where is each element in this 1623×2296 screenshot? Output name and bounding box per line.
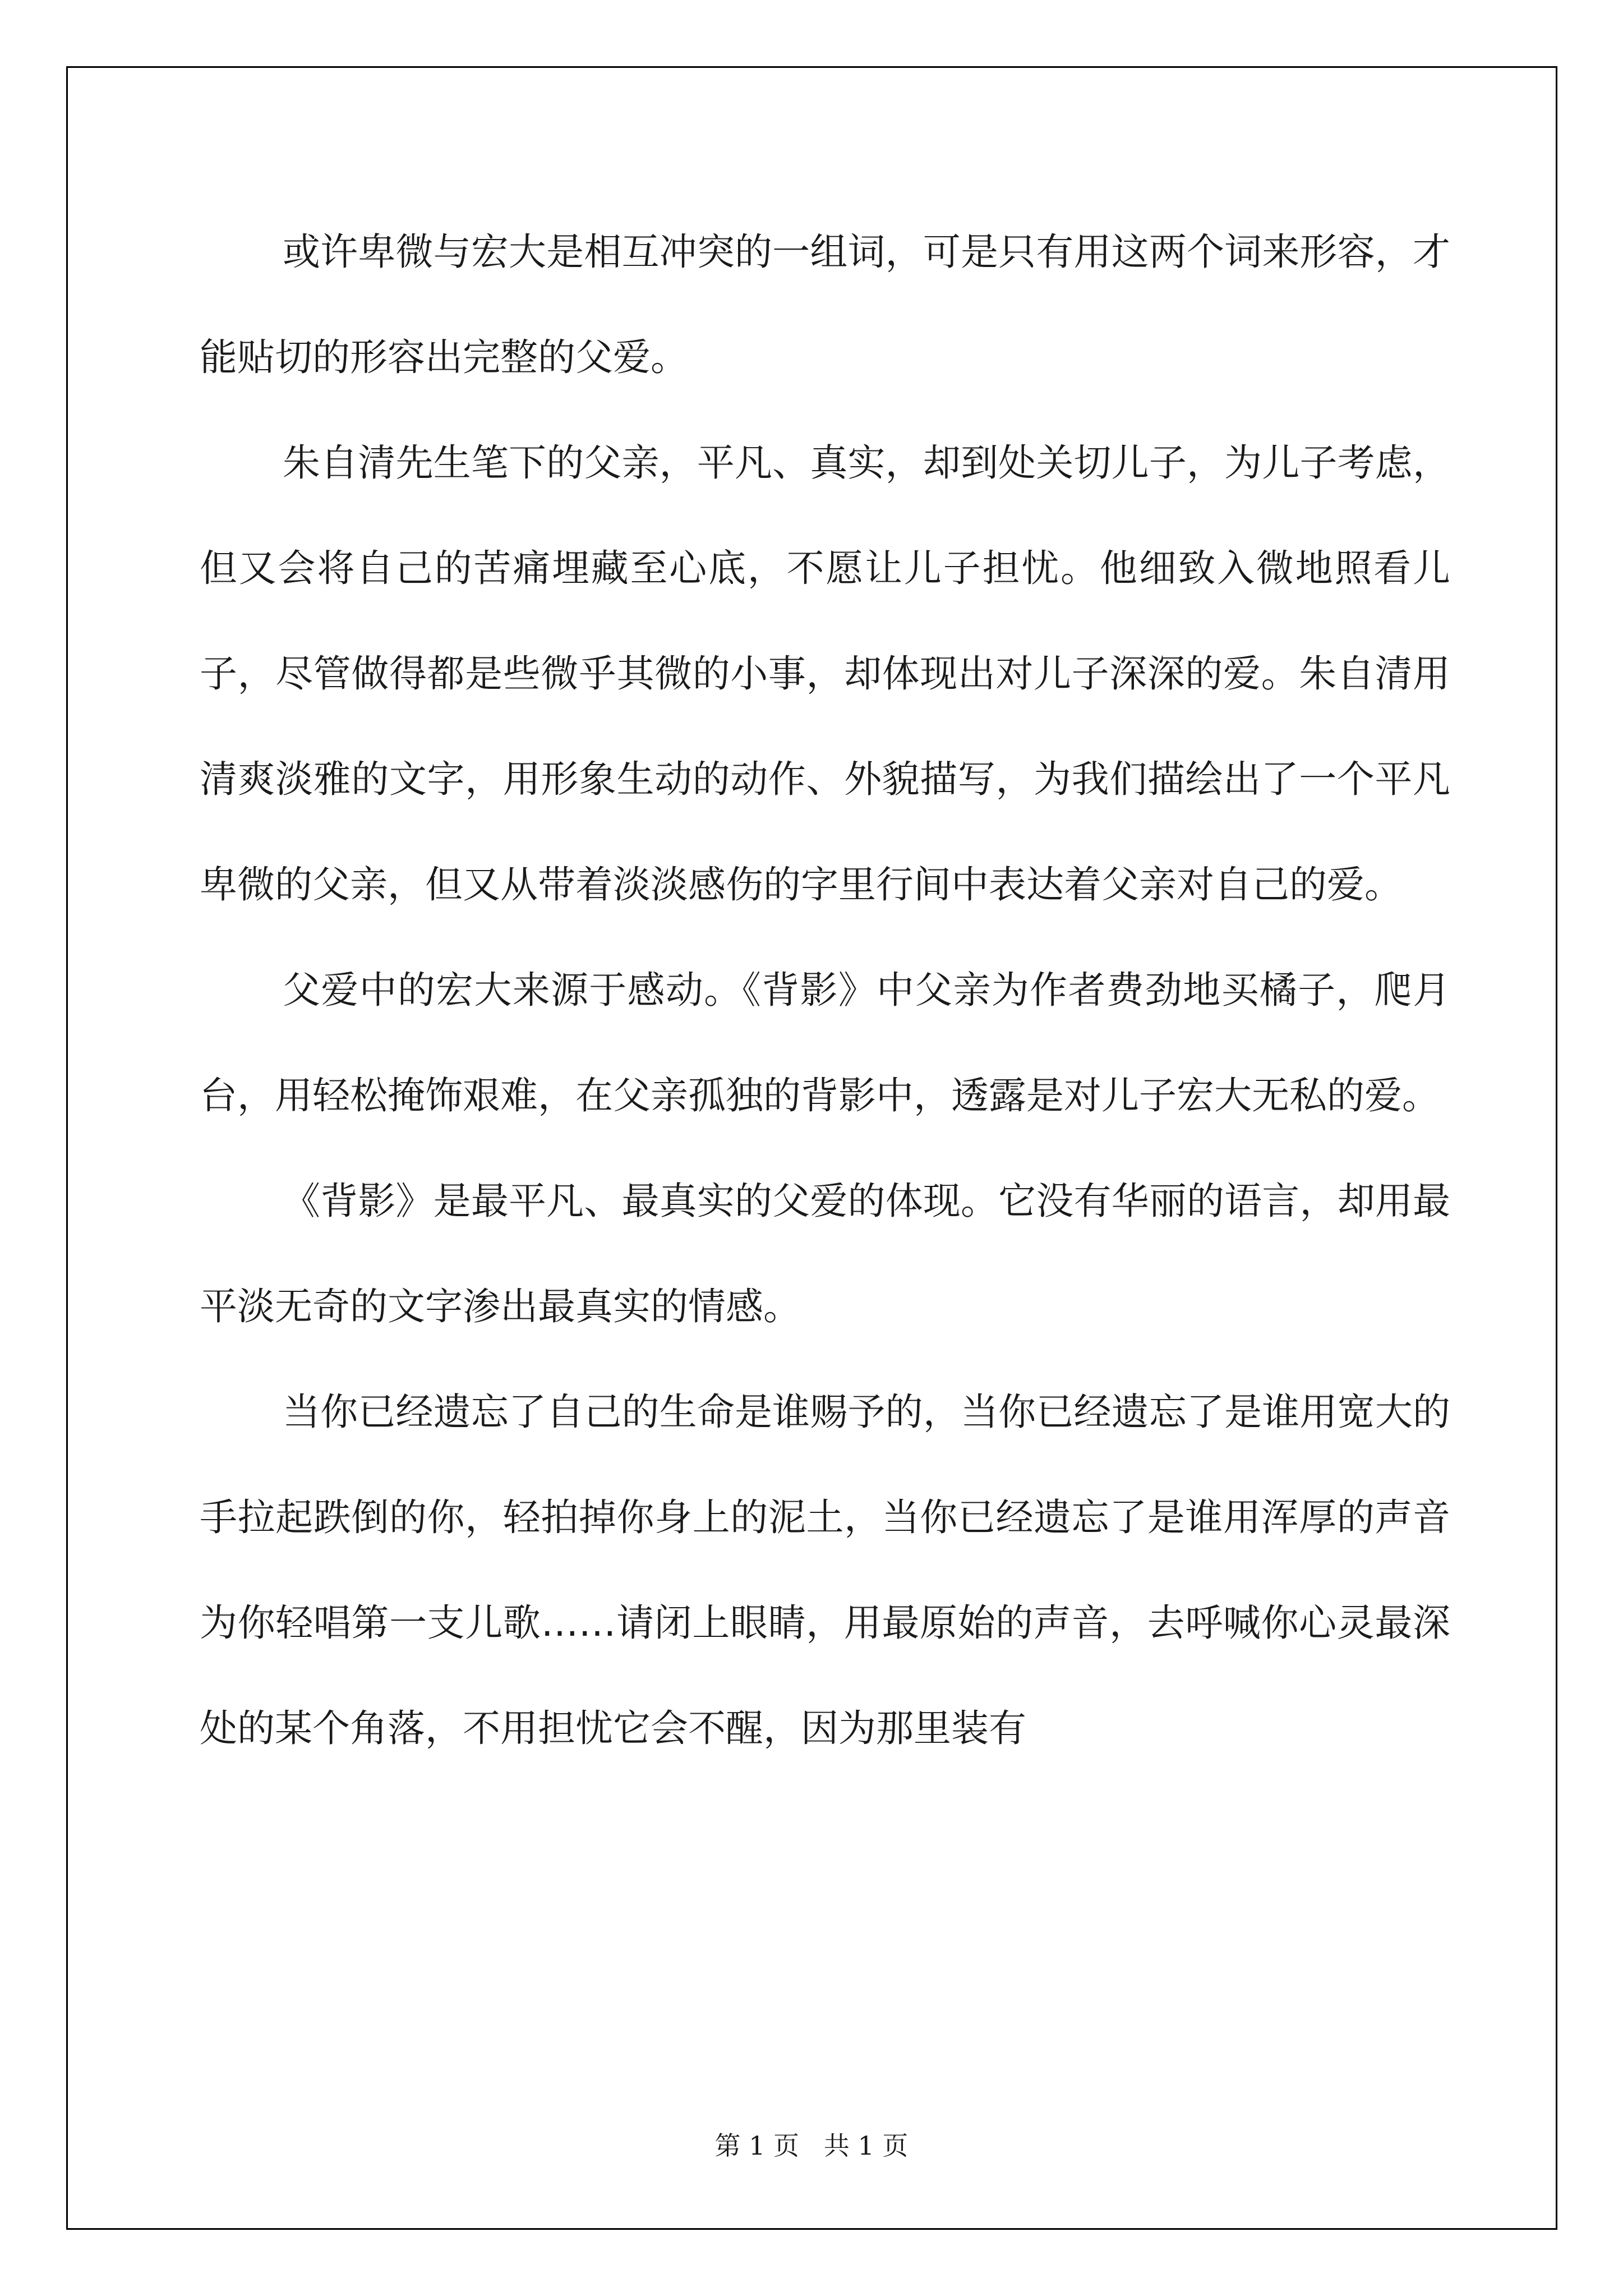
paragraph-1: 或许卑微与宏大是相互冲突的一组词，可是只有用这两个词来形容，才能贴切的形容出完整的父爱。 — [200, 230, 1450, 379]
paragraph-3: 父爱中的宏大来源于感动。《背影》中父亲为作者费劲地买橘子，爬月台，用轻松掩饰艰难，在父亲孤独的背影中，透露是对儿子宏大无私的爱。 — [200, 968, 1450, 1117]
paragraph-5: 当你已经遗忘了自己的生命是谁赐予的，当你已经遗忘了是谁用宽大的手拉起跌倒的你，轻拍掉你身上的泥土，当你已经遗忘了是谁用浑厚的声音为你轻唱第一支儿歌……请闭上眼睛，用最原始的声音，去呼喊你心灵最深处的某个角落，不用担忧它会不醒，因为那里装有 — [200, 1390, 1450, 1750]
paragraph-2: 朱自清先生笔下的父亲，平凡、真实，却到处关切儿子，为儿子考虑，但又会将自己的苦痛埋藏至心底，不愿让儿子担忧。他细致入微地照看儿子，尽管做得都是些微乎其微的小事，却体现出对儿子深深的爱。朱自清用清爽淡雅的文字，用形象生动的动作、外貌描写，为我们描绘出了一个平凡卑微的父亲，但又从带着淡淡感伤的字里行间中表达着父亲对自己的爱。 — [200, 441, 1450, 907]
document-body — [200, 199, 1450, 1781]
page-footer: 第 1 页 共 1 页 — [714, 2131, 909, 2161]
paragraph-4: 《背影》是最平凡、最真实的父爱的体现。它没有华丽的语言，却用最平淡无奇的文字渗出最真实的情感。 — [200, 1179, 1450, 1328]
